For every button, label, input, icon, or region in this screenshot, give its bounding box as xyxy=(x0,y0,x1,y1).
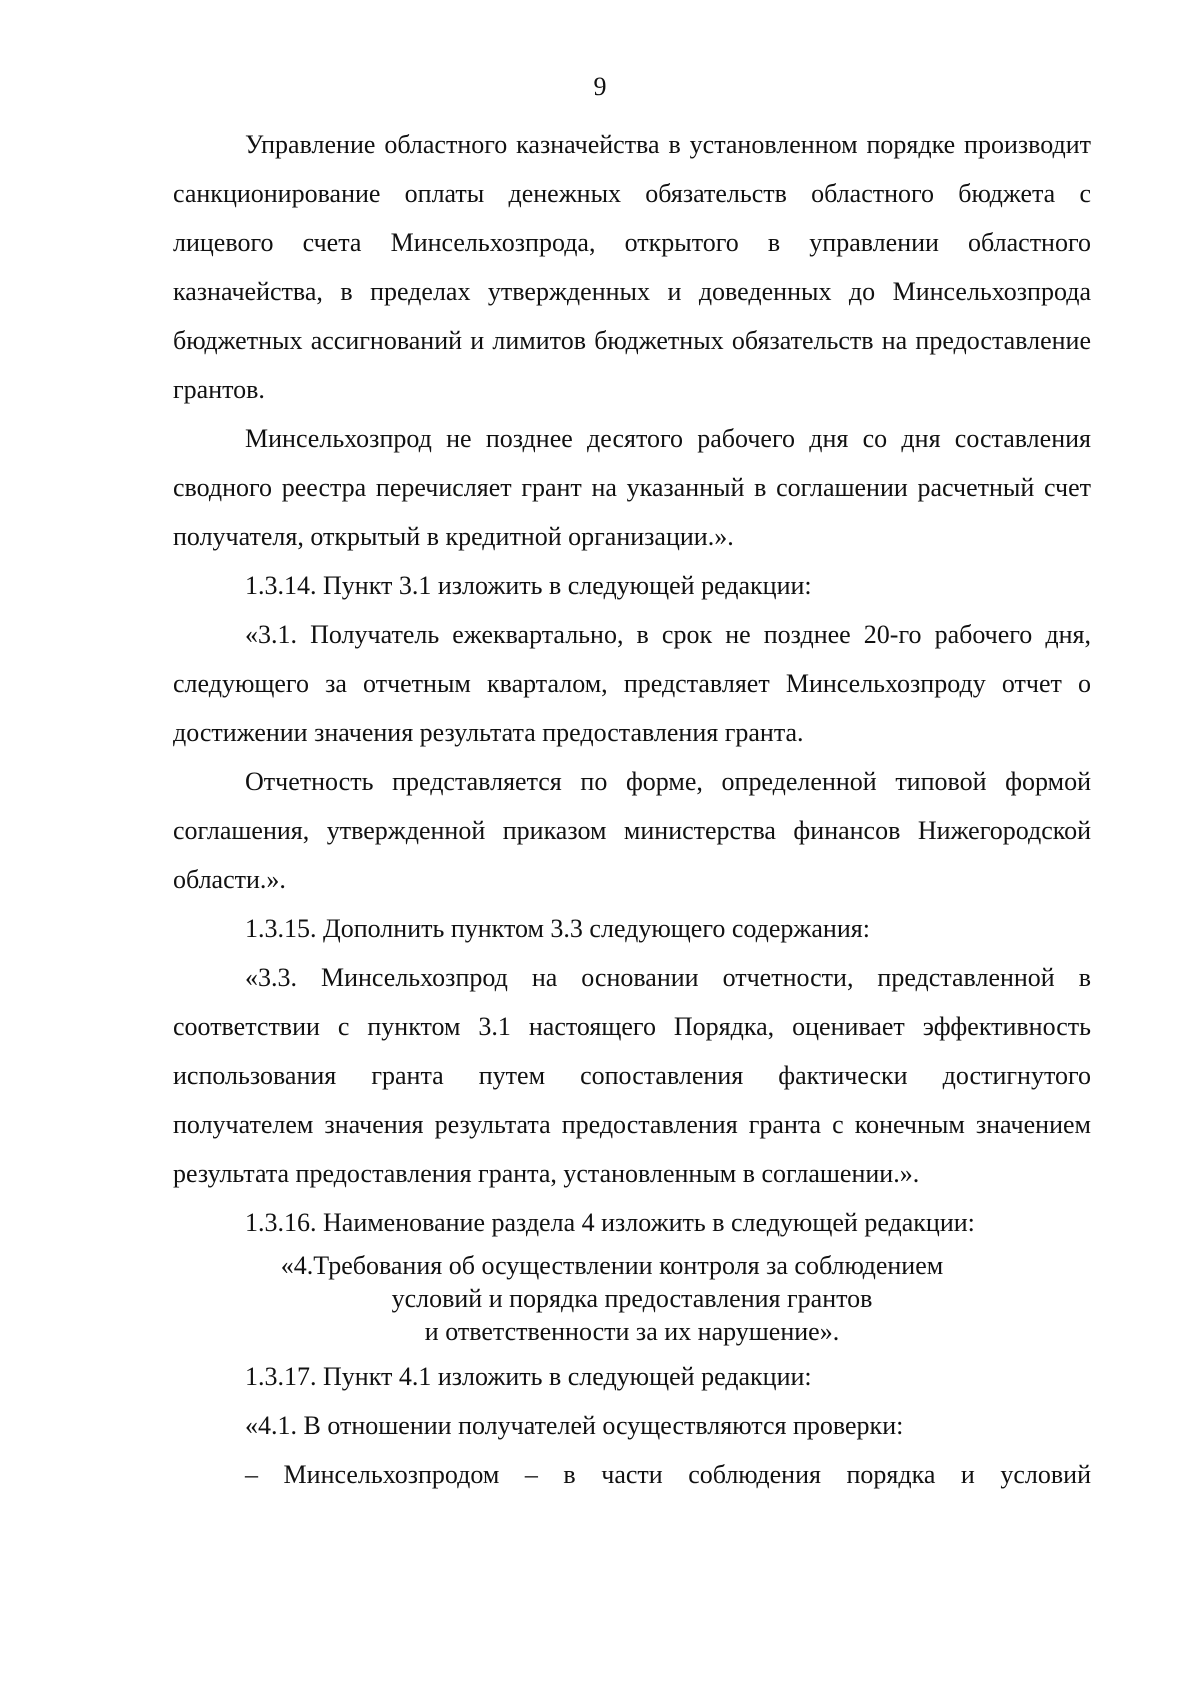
page-number: 9 xyxy=(593,72,607,101)
paragraph-reporting-form: Отчетность представляется по форме, определенной типовой формой соглашения, утвержденной приказом министерства финансов Нижегородской области.». xyxy=(173,767,1091,894)
paragraph-point-3-3: «3.3. Минсельхозпрод на основании отчетности, представленной в соответствии с пунктом 3.1 настоящего Порядка, оценивает эффективность использования гранта путем сопоставления фактически достигнутого получателем значения результата предоставления гранта с конечным значением результата предоставления гранта, установленным в соглашении.». xyxy=(173,963,1091,1188)
paragraph-item-1-3-16: 1.3.16. Наименование раздела 4 изложить в следующей редакции: xyxy=(245,1208,975,1237)
paragraph-item-1-3-14: 1.3.14. Пункт 3.1 изложить в следующей редакции: xyxy=(245,571,812,600)
paragraph-treasury-sanction: Управление областного казначейства в установленном порядке производит санкционирование оплаты денежных обязательств областного бюджета с лицевого счета Минсельхозпрода, открытого в управлении областного казначейства, в пределах утвержденных и доведенных до Минсельхозпрода бюджетных ассигнований и лимитов бюджетных обязательств на предоставление грантов. xyxy=(173,130,1091,404)
section-heading-line-3: и ответственности за их нарушение». xyxy=(424,1317,840,1346)
paragraph-point-4-1: «4.1. В отношении получателей осуществляются проверки: xyxy=(245,1411,904,1440)
paragraph-grant-transfer: Минсельхозпрод не позднее десятого рабочего дня со дня составления сводного реестра перечисляет грант на указанный в соглашении расчетный счет получателя, открытый в кредитной организации.». xyxy=(173,424,1091,551)
section-4-heading xyxy=(173,1249,1091,1348)
paragraph-item-1-3-17: 1.3.17. Пункт 4.1 изложить в следующей редакции: xyxy=(245,1362,812,1391)
paragraph-inspection-bullet: – Минсельхозпродом – в части соблюдения порядка и условий xyxy=(245,1460,1091,1489)
paragraph-point-3-1: «3.1. Получатель ежеквартально, в срок не позднее 20-го рабочего дня, следующего за отчетным кварталом, представляет Минсельхозпроду отчет о достижении значения результата предоставления гранта. xyxy=(173,620,1091,747)
paragraph-item-1-3-15: 1.3.15. Дополнить пунктом 3.3 следующего содержания: xyxy=(245,914,870,943)
section-heading-line-2: условий и порядка предоставления грантов xyxy=(391,1284,873,1313)
section-heading-line-1: «4.Требования об осуществлении контроля за соблюдением xyxy=(280,1251,944,1280)
document-body xyxy=(173,120,1091,1499)
